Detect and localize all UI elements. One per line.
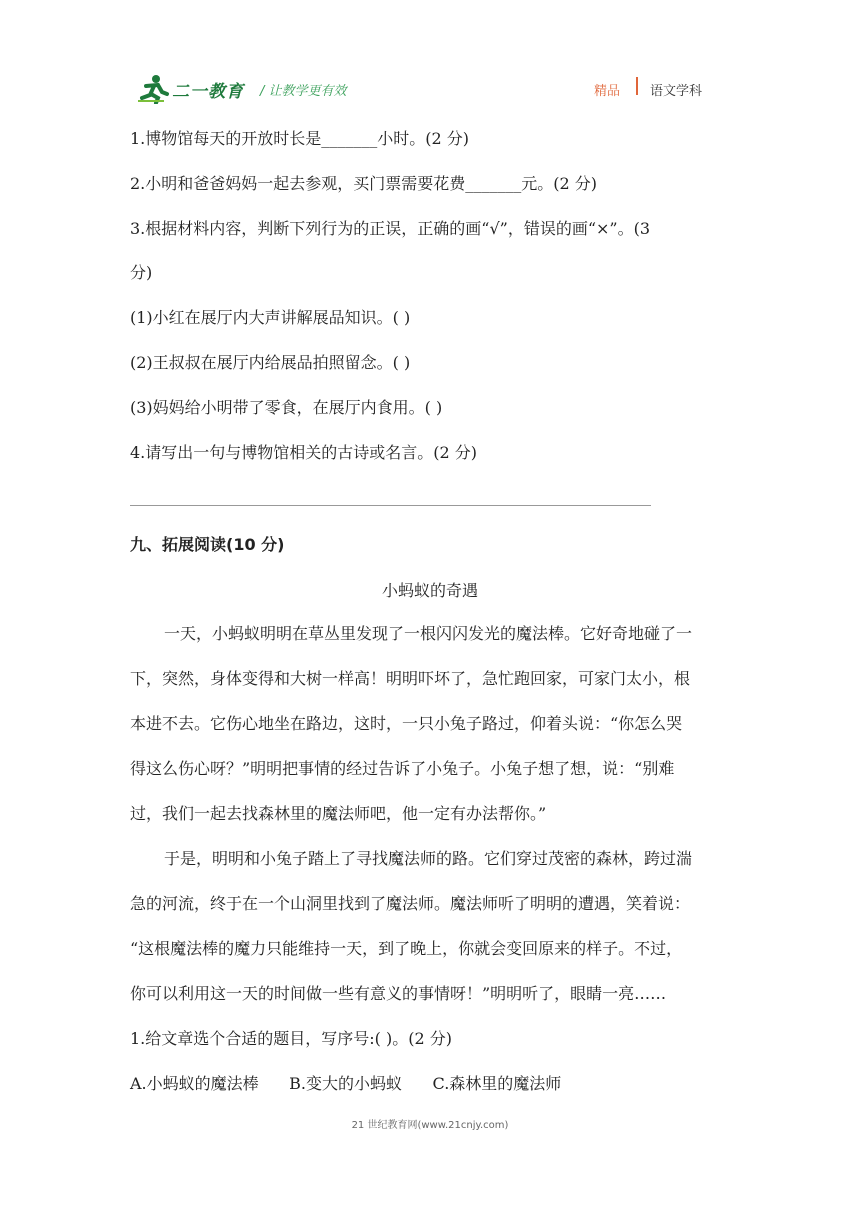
paragraph-line: 得这么伤心呀？”明明把事情的经过告诉了小兔子。小兔子想了想，说：“别难 bbox=[130, 759, 675, 778]
judge-item-3: (3)妈妈给小明带了零食，在展厅内食用。( ) bbox=[130, 398, 443, 417]
paragraph-line: 下，突然，身体变得和大树一样高！明明吓坏了，急忙跑回家，可家门太小，根 bbox=[130, 669, 691, 688]
answer-options: A.小蚂蚁的魔法棒 B.变大的小蚂蚁 C.森林里的魔法师 bbox=[130, 1074, 562, 1093]
reading-question-1: 1.给文章选个合适的题目，写序号:( )。(2 分) bbox=[130, 1029, 452, 1048]
running-person-icon bbox=[136, 74, 170, 104]
question-3: 3.根据材料内容，判断下列行为的正误，正确的画“√”，错误的画“×”。(3 bbox=[130, 219, 651, 238]
page-header bbox=[136, 72, 716, 106]
brand-logo bbox=[136, 74, 256, 104]
logo-text: 二一教育 bbox=[172, 82, 244, 102]
story-title: 小蚂蚁的奇遇 bbox=[381, 581, 478, 600]
paragraph-line: 急的河流，终于在一个山洞里找到了魔法师。魔法师听了明明的遭遇，笑着说： bbox=[130, 894, 691, 913]
section-title: 九、拓展阅读(10 分) bbox=[130, 535, 285, 554]
slogan: / 让教学更有效 bbox=[260, 84, 347, 99]
judge-item-2: (2)王叔叔在展厅内给展品拍照留念。( ) bbox=[130, 353, 411, 372]
question-4: 4.请写出一句与博物馆相关的古诗或名言。(2 分) bbox=[130, 443, 478, 462]
paragraph-line: 于是，明明和小兔子踏上了寻找魔法师的路。它们穿过茂密的森林，跨过湍 bbox=[164, 849, 693, 868]
answer-line[interactable] bbox=[130, 505, 651, 506]
question-1: 1.博物馆每天的开放时长是_______小时。(2 分) bbox=[130, 129, 470, 148]
paragraph-line: 本进不去。它伤心地坐在路边，这时，一只小兔子路过，仰着头说：“你怎么哭 bbox=[130, 714, 683, 733]
quality-tag: 精品 bbox=[594, 84, 621, 99]
judge-item-1: (1)小红在展厅内大声讲解展品知识。( ) bbox=[130, 308, 411, 327]
subject-tag: 语文学科 bbox=[650, 84, 703, 99]
tag-divider bbox=[636, 77, 638, 95]
question-3-continued: 分) bbox=[130, 263, 153, 282]
paragraph-line: “这根魔法棒的魔力只能维持一天，到了晚上，你就会变回原来的样子。不过， bbox=[130, 939, 683, 958]
footer-source: 21 世纪教育网(www.21cnjy.com) bbox=[351, 1120, 509, 1131]
paragraph-line: 你可以利用这一天的时间做一些有意义的事情呀！”明明听了，眼睛一亮…… bbox=[130, 984, 667, 1003]
paragraph-line: 过，我们一起去找森林里的魔法师吧，他一定有办法帮你。” bbox=[130, 804, 547, 823]
paragraph-line: 一天，小蚂蚁明明在草丛里发现了一根闪闪发光的魔法棒。它好奇地碰了一 bbox=[164, 624, 693, 643]
question-2: 2.小明和爸爸妈妈一起去参观，买门票需要花费_______元。(2 分) bbox=[130, 174, 598, 193]
